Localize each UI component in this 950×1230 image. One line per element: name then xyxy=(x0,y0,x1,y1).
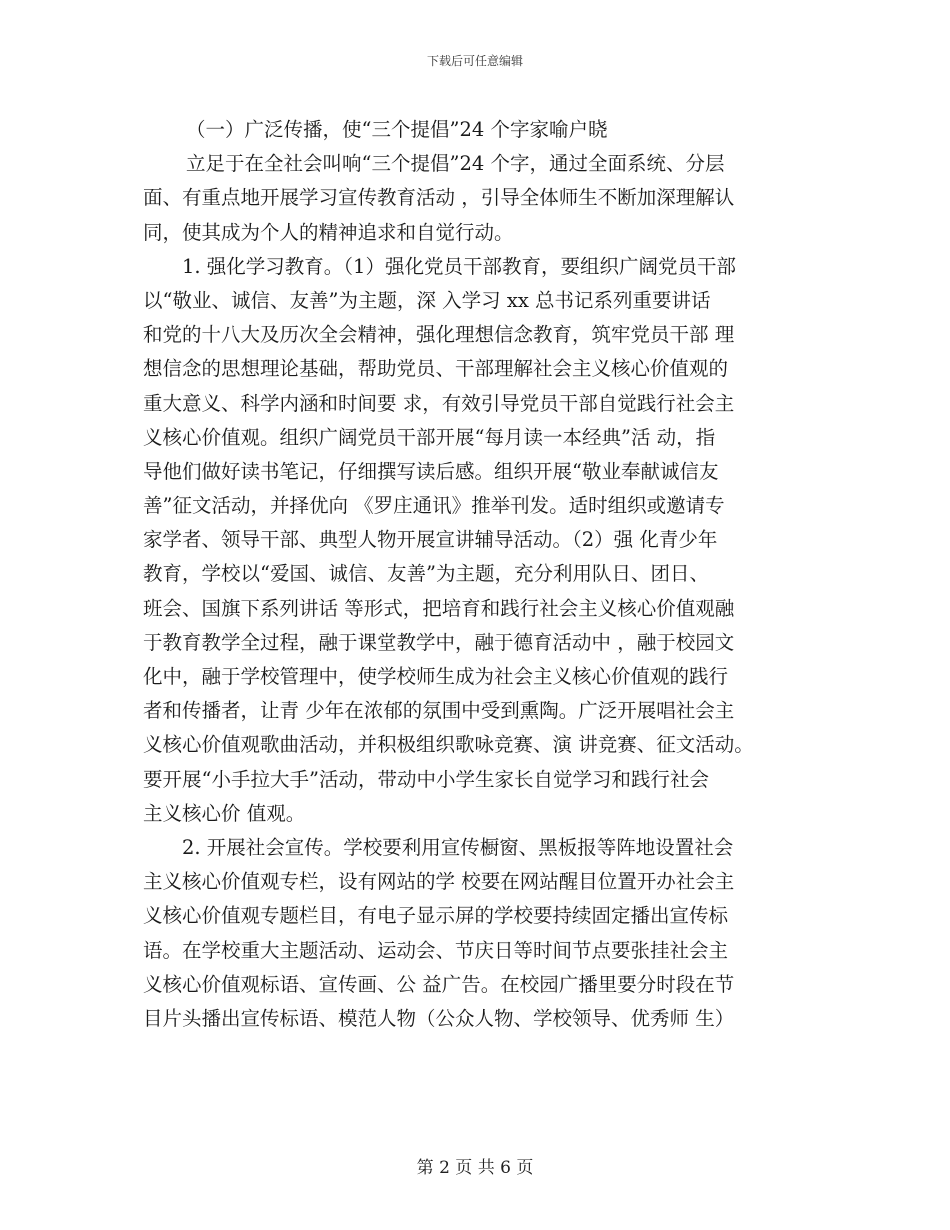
paragraph-line: 善”征文活动，并择优向 《罗庄通讯》推举刊发。适时组织或邀请专 xyxy=(143,494,725,518)
paragraph-line: 者和传播者，让青 少年在浓郁的氛围中受到熏陶。广泛开展唱社会主 xyxy=(143,699,735,723)
page-footer: 第 2 页 共 6 页 xyxy=(416,1158,534,1178)
paragraph-line: 语。在学校重大主题活动、运动会、节庆日等时间节点要张挂社会主 xyxy=(143,938,729,962)
paragraph-line: 于教育教学全过程，融于课堂教学中，融于德育活动中 ，融于校园文 xyxy=(143,630,735,654)
document-body xyxy=(143,113,833,1036)
paragraph-line: 义核心价值观专题栏目，有电子显示屏的学校要持续固定播出宣传标 xyxy=(143,904,729,928)
paragraph-line: 重大意义、科学内涵和时间要 求，有效引导党员干部自觉践行社会主 xyxy=(143,391,735,415)
paragraph-line: 主义核心价 值观。 xyxy=(143,801,306,825)
paragraph-line: 和党的十八大及历次全会精神，强化理想信念教育，筑牢党员干部 理 xyxy=(143,323,735,347)
section-heading: （一）广泛传播，使“三个提倡”24 个字家喻户晓 xyxy=(186,118,608,141)
paragraph-line: 导他们做好读书笔记，仔细撰写读后感。组织开展“敬业奉献诚信友 xyxy=(143,459,719,483)
paragraph-line: 要开展“小手拉大手”活动，带动中小学生家长自觉学习和践行社会 xyxy=(143,767,709,791)
paragraph-line: 班会、国旗下系列讲话 等形式，把培育和践行社会主义核心价值观融 xyxy=(143,596,735,620)
paragraph-line: 面、有重点地开展学习宣传教育活动 ，引导全体师生不断加深理解认 xyxy=(143,186,735,210)
paragraph-line: 义核心价值观。组织广阔党员干部开展“每月读一本经典”活 动，指 xyxy=(143,425,716,449)
paragraph-line: 义核心价值观歌曲活动，并积极组织歌咏竞赛、演 讲竞赛、征文活动。 xyxy=(143,733,754,757)
paragraph-line: 义核心价值观标语、宣传画、公 益广告。在校园广播里要分时段在节 xyxy=(143,972,735,996)
paragraph-line: 同，使其成为个人的精神追求和自觉行动。 xyxy=(143,220,514,244)
paragraph-line: 2. 开展社会宣传。学校要利用宣传橱窗、黑板报等阵地设置社会 xyxy=(182,835,734,859)
paragraph-line: 想信念的思想理论基础，帮助党员、干部理解社会主义核心价值观的 xyxy=(143,357,729,381)
paragraph-line: 立足于在全社会叫响“三个提倡”24 个字，通过全面系统、分层 xyxy=(186,152,725,176)
paragraph-line: 家学者、领导干部、典型人物开展宣讲辅导活动。（2）强 化青少年 xyxy=(143,528,718,552)
paragraph-line: 化中，融于学校管理中，使学校师生成为社会主义核心价值观的践行 xyxy=(143,665,729,688)
paragraph-line: 目片头播出宣传标语、模范人物（公众人物、学校领导、优秀师 生） xyxy=(143,1006,735,1030)
paragraph-line: 1. 强化学习教育。（1）强化党员干部教育，要组织广阔党员干部 xyxy=(182,254,736,278)
paragraph-line: 教育，学校以“爱国、诚信、友善”为主题，充分利用队日、团日、 xyxy=(143,562,709,586)
page-header: 下载后可任意编辑 xyxy=(426,54,523,68)
paragraph-line: 以“敬业、诚信、友善”为主题，深 入学习 xx 总书记系列重要讲话 xyxy=(143,288,711,312)
paragraph-line: 主义核心价值观专栏，设有网站的学 校要在网站醒目位置开办社会主 xyxy=(143,870,735,894)
